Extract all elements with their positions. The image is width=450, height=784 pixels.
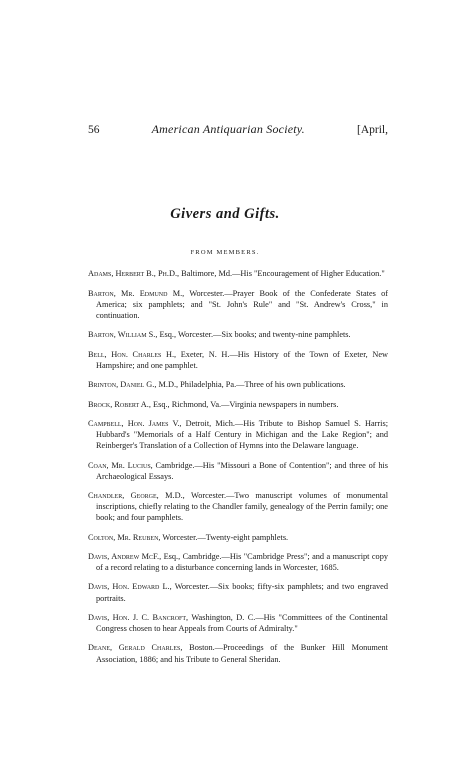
- donor-name: Bell, Hon. Charles H.,: [88, 349, 177, 359]
- gift-description: Baltimore, Md.—His "Encouragement of Higher Education.": [179, 269, 385, 279]
- donor-name: Davis, Hon. J. C. Bancroft,: [88, 612, 189, 622]
- gift-description: Cambridge.—His "Missouri a Bone of Contention"; and three of his Archaeological Essays.: [96, 460, 388, 481]
- gift-entry: [88, 460, 388, 482]
- gift-entry: [88, 418, 388, 451]
- donor-name: Davis, Hon. Edward L.,: [88, 582, 172, 592]
- journal-title: American Antiquarian Society.: [151, 122, 305, 136]
- gift-entry: [88, 329, 388, 340]
- gift-description: Worcester.—Two manuscript volumes of monumental inscriptions, chiefly relating to the Chandler family, genealogy of the Perrin family; one book; and four pamphlets.: [96, 490, 389, 523]
- gift-description: Worcester.—Prayer Book of the Confederate States of America; six pamphlets; and "St. John's Rule" and "St. Andrew's Cross," in continuation.: [96, 288, 389, 320]
- gift-entry: [88, 612, 388, 634]
- running-head: [88, 122, 388, 137]
- gift-description: Detroit, Mich.—His Tribute to Bishop Samuel S. Harris; Hubbard's "Memorials of a Half Century in Michigan and the Lake Region"; and Reinberger's Translation of a Collection of Hymns into the Delaware language.: [96, 418, 388, 451]
- donor-name: Barton, William S.,: [88, 330, 158, 340]
- gift-entry: [88, 349, 388, 371]
- gift-description: Worcester.—Six books; fifty-six pamphlets; and two engraved portraits.: [96, 582, 388, 603]
- donor-name: Brock, Robert A.,: [88, 399, 151, 409]
- gift-description: Washington, D. C.—His "Committees of the Continental Congress chosen to hear Appeals from Courts of Admiralty.": [96, 612, 388, 634]
- gift-description: Worcester.—Twenty-eight pamphlets.: [160, 532, 289, 542]
- gift-entry: [88, 490, 388, 523]
- donor-name: Coan, Mr. Lucius,: [88, 460, 153, 470]
- page-number: 56: [88, 124, 100, 136]
- gift-description: Esq., Worcester.—Six books; and twenty-nine pamphlets.: [157, 330, 351, 340]
- donor-name: Chandler, George, M.D.,: [88, 490, 185, 500]
- gift-entry: [88, 379, 388, 390]
- gift-entry: [88, 532, 388, 543]
- donor-name: Campbell, Hon. James V.,: [88, 418, 182, 428]
- gift-entry: [88, 581, 388, 603]
- gift-entry: [88, 399, 388, 410]
- gift-description: Philadelphia, Pa.—Three of his own publications.: [178, 380, 346, 390]
- gift-entries: [88, 260, 388, 670]
- donor-name: Deane, Gerald Charles,: [88, 643, 183, 653]
- issue-month: [April,: [357, 124, 388, 136]
- gift-entry: [88, 288, 388, 321]
- section-title: Givers and Gifts.: [170, 206, 280, 222]
- donor-name: Adams, Herbert B., Ph.D.,: [88, 269, 180, 279]
- donor-name: Brinton, Daniel G., M.D.,: [88, 380, 179, 390]
- gift-entry: [88, 551, 388, 573]
- donor-name: Colton, Mr. Reuben,: [88, 532, 161, 542]
- donor-name: Barton, Mr. Edmund M.,: [88, 288, 185, 298]
- gift-description: Esq., Cambridge.—His "Cambridge Press"; and a manuscript copy of a record relating to a disturbance concerning lands in Worcester, 1685.: [96, 551, 388, 573]
- gift-description: Boston.—Proceedings of the Bunker Hill Monument Association, 1886; and his Tribute to General Sheridan.: [96, 643, 388, 664]
- gift-description: Esq., Richmond, Va.—Virginia newspapers in numbers.: [150, 399, 339, 409]
- sub-heading: FROM MEMBERS.: [190, 249, 260, 256]
- donor-name: Davis, Andrew McF.,: [88, 551, 162, 561]
- gift-entry: [88, 268, 388, 279]
- gift-description: Exeter, N. H.—His History of the Town of Exeter, New Hampshire; and one pamphlet.: [96, 349, 388, 370]
- gift-entry: [88, 642, 388, 664]
